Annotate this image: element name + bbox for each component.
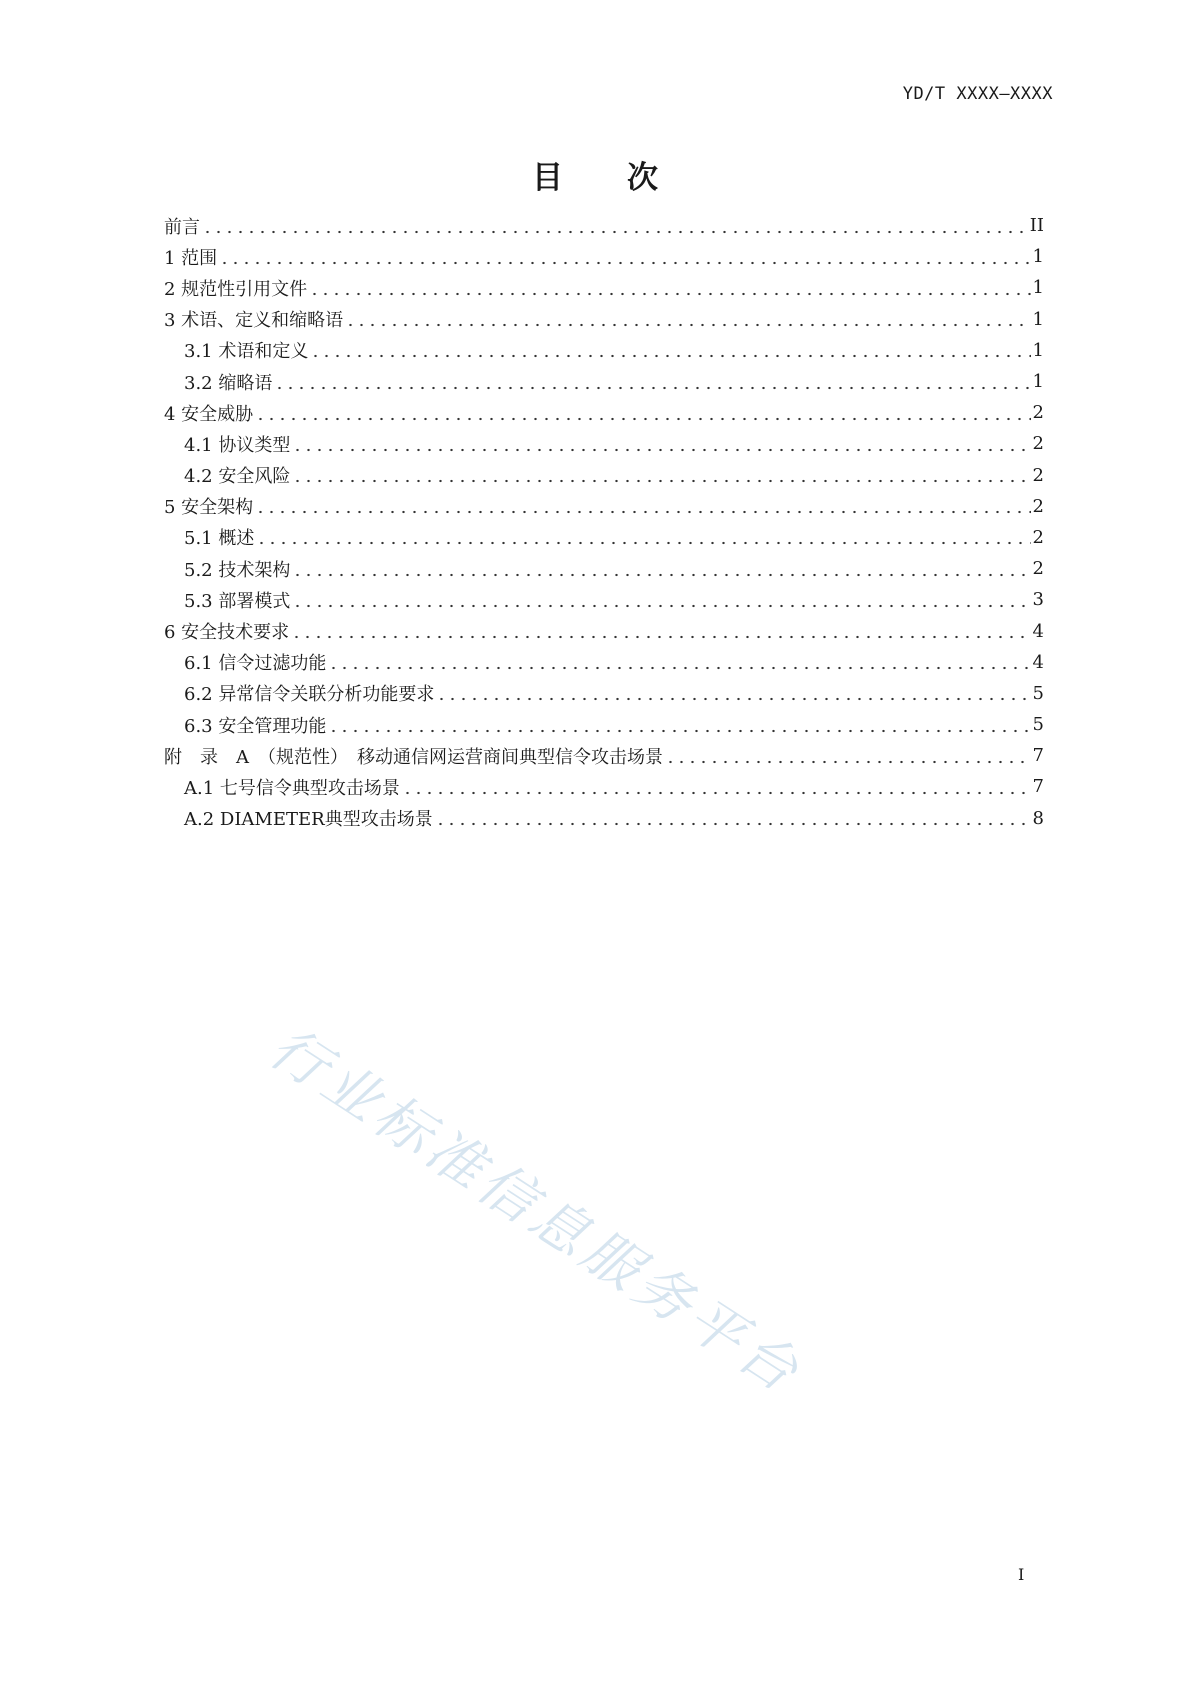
toc-title [0,152,1190,197]
toc-dot-leader [256,529,1030,545]
toc-entry-page: 1 [1032,371,1044,393]
toc-entry-label: 5.1 概述 [184,528,255,550]
toc-entry-page: 1 [1032,339,1044,361]
toc-dot-leader [328,717,1030,733]
toc-entry-label: 6.1 信令过滤功能 [184,653,327,675]
toc-dot-leader [310,342,1030,358]
toc-entry[interactable] [164,615,1044,646]
toc-dot-leader [435,810,1031,826]
document-code: YD/T XXXX—XXXX [902,84,1053,104]
toc-entry-page: 1 [1032,277,1044,299]
toc-entry-label: 4.2 安全风险 [184,466,291,488]
toc-entry-page: 2 [1032,495,1044,517]
toc-entry-label: 6 安全技术要求 [164,622,290,644]
toc-entry-page: 8 [1032,807,1044,829]
toc-dot-leader [665,748,1031,764]
toc-entry[interactable] [164,241,1044,272]
toc-entry[interactable] [164,335,1044,366]
toc-entry-page: 2 [1032,558,1044,580]
watermark: 行业标准信息服务平台 [258,1015,814,1408]
toc-entry-label: 1 范围 [164,247,218,269]
toc-entry[interactable] [164,771,1044,802]
toc-entry[interactable] [164,304,1044,335]
toc-entry[interactable] [164,709,1044,740]
toc-dot-leader [292,592,1030,608]
toc-entry-page: 5 [1032,682,1044,704]
toc-dot-leader [328,654,1030,670]
toc-entry-page: 4 [1032,651,1044,673]
toc-entry-label: 5.2 技术架构 [184,559,291,581]
toc-dot-leader [274,374,1030,390]
toc-entry-page: 2 [1032,433,1044,455]
toc-dot-leader [345,311,1030,327]
toc-dot-leader [255,405,1030,421]
toc-entry-label: 4.1 协议类型 [184,434,291,456]
toc-dot-leader [292,436,1030,452]
toc-entry-page: 4 [1032,620,1044,642]
toc-entry-page: 7 [1032,776,1044,798]
toc-entry-label: 3.1 术语和定义 [184,341,309,363]
toc-entry-page: 5 [1032,714,1044,736]
toc-entry-page: 7 [1032,745,1044,767]
toc-dot-leader [255,498,1030,514]
toc-dot-leader [402,779,1031,795]
toc-entry[interactable] [164,210,1044,241]
toc-entry-label: 3.2 缩略语 [184,372,273,394]
toc-entry[interactable] [164,272,1044,303]
toc-dot-leader [291,623,1030,639]
toc-entry[interactable] [164,366,1044,397]
toc-entry-label: A.1 七号信令典型攻击场景 [184,777,400,799]
toc-entry[interactable] [164,584,1044,615]
toc-entry-label: 4 安全威胁 [164,403,254,425]
toc-dot-leader [292,467,1030,483]
toc-entry[interactable] [164,647,1044,678]
toc-entry-label: 附 录 A （规范性） 移动通信网运营商间典型信令攻击场景 [164,746,663,768]
toc-entry-label: 2 规范性引用文件 [164,278,308,300]
page-number: I [1018,1565,1025,1584]
toc-entry[interactable] [164,803,1044,834]
table-of-contents [164,210,1044,834]
toc-entry-page: 1 [1032,308,1044,330]
toc-entry-page: 1 [1032,246,1044,268]
toc-title-char: 目 [532,160,563,196]
toc-title-char: 次 [627,160,658,196]
toc-entry-page: II [1029,215,1044,237]
toc-entry-label: 6.2 异常信令关联分析功能要求 [184,684,435,706]
toc-entry[interactable] [164,491,1044,522]
toc-entry-page: 2 [1032,464,1044,486]
toc-entry-label: A.2 DIAMETER典型攻击场景 [184,809,433,831]
toc-entry[interactable] [164,460,1044,491]
toc-entry-label: 5 安全架构 [164,497,254,519]
toc-entry-page: 3 [1032,589,1044,611]
toc-entry[interactable] [164,740,1044,771]
toc-entry[interactable] [164,678,1044,709]
toc-entry[interactable] [164,522,1044,553]
toc-entry[interactable] [164,553,1044,584]
toc-entry-label: 5.3 部署模式 [184,590,291,612]
toc-dot-leader [202,218,1028,234]
toc-entry[interactable] [164,397,1044,428]
toc-dot-leader [309,280,1030,296]
toc-entry-page: 2 [1032,402,1044,424]
toc-entry[interactable] [164,428,1044,459]
toc-entry-label: 前言 [164,216,200,238]
toc-dot-leader [292,561,1030,577]
toc-dot-leader [436,685,1030,701]
toc-dot-leader [219,249,1030,265]
toc-entry-label: 6.3 安全管理功能 [184,715,327,737]
toc-entry-label: 3 术语、定义和缩略语 [164,310,344,332]
toc-entry-page: 2 [1032,526,1044,548]
